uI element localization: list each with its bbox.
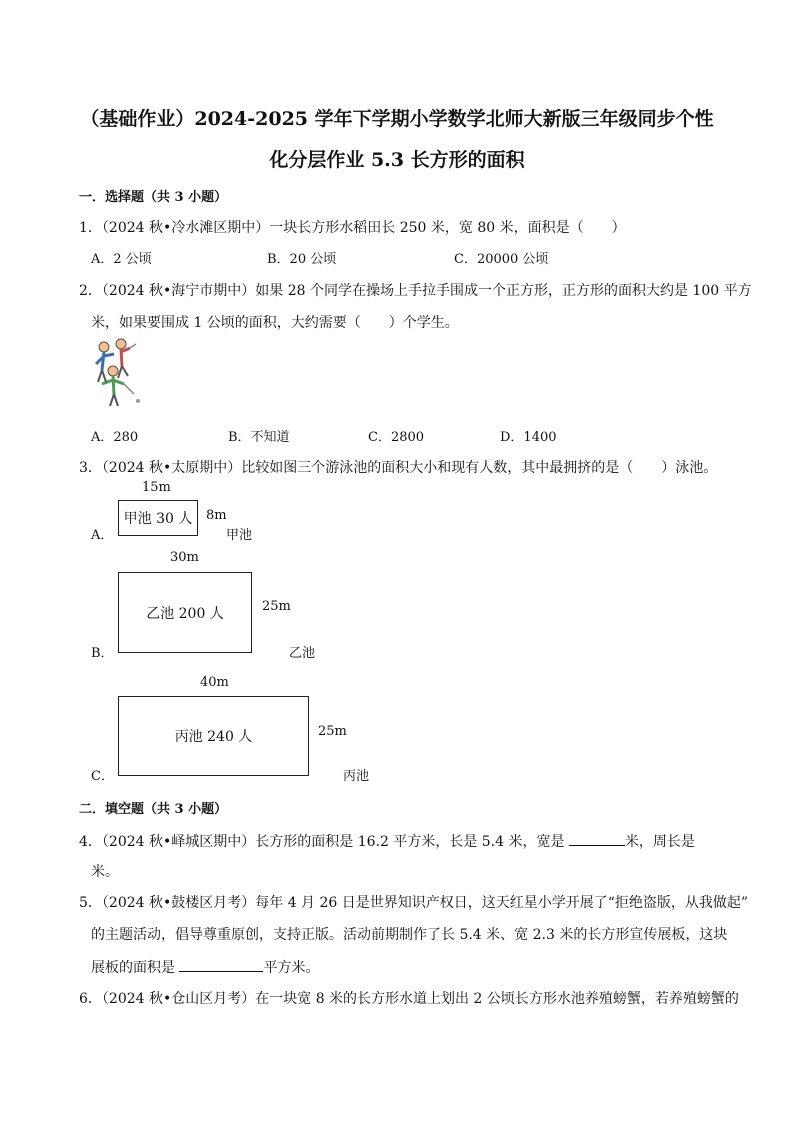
pool-a-rectangle [118,500,198,536]
question-6-line1: 6．（2024 秋•仓山区月考）在一块宽 8 米的长方形水道上划出 2 公顷长方形水池养殖螃蟹，若养殖螃蟹的 [79,991,739,1007]
section-heading-fill: 二．填空题（共 3 小题） [79,802,228,817]
page-title-line2: 化分层作业 5.3 长方形的面积 [269,149,525,171]
q4-text-part1: 4．（2024 秋•峄城区期中）长方形的面积是 16.2 平方米，长是 5.4 米，宽是 [79,834,569,850]
question-5-line1: 5．（2024 秋•鼓楼区月考）每年 4 月 26 日是世界知识产权日，这天红星小学开展了“拒绝盗版，从我做起” [79,895,749,911]
question-5-line3 [91,956,319,977]
q5-text-part2: 平方米。 [263,960,320,976]
q5-answer-blank[interactable] [179,956,263,972]
question-4-line1 [79,830,695,851]
pool-a-caption: 甲池 [226,528,253,543]
pool-c-width-label: 40m [200,675,229,690]
pool-a-width-label: 15m [142,480,171,495]
q4-text-part2: 米，周长是 [624,834,695,850]
q2-option-b: B．不知道 [228,430,290,445]
children-holding-hands-illustration [88,338,144,410]
q2-option-c: C．2800 [368,430,425,445]
pool-c-inside-text: 丙池 240 人 [174,729,253,745]
pool-b-rectangle [118,572,252,653]
pool-a-option-letter: A． [91,528,114,543]
pool-b-width-label: 30m [170,550,199,565]
question-1-text: 1．（2024 秋•冷水滩区期中）一块长方形水稻田长 250 米，宽 80 米，面积是（ ） [79,220,626,236]
q1-option-b: B．20 公顷 [267,252,337,267]
q5-text-part1: 展板的面积是 [91,960,180,976]
question-4-line2: 米。 [91,864,119,880]
pool-b-caption: 乙池 [289,646,316,661]
q4-answer-blank-width[interactable] [569,830,625,846]
pool-b-height-label: 25m [262,599,291,614]
page-title: （基础作业）2024-2025 学年下学期小学数学北师大新版三年级同步个性 [80,108,714,130]
q2-option-a: A．280 [91,430,139,445]
pool-c-option-letter: C． [91,769,114,784]
pool-a-height-label: 8m [206,508,227,523]
q1-option-c: C．20000 公顷 [454,252,549,267]
pool-a-inside-text: 甲池 30 人 [123,511,193,527]
pool-c-rectangle [118,696,309,776]
q2-option-d: D．1400 [500,430,557,445]
pool-c-caption: 丙池 [343,769,370,784]
q1-option-a: A．2 公顷 [91,252,152,267]
question-2-line1: 2．（2024 秋•海宁市期中）如果 28 个同学在操场上手拉手围成一个正方形，正方形的面积大约是 100 平方 [79,283,752,299]
question-2-line2: 米，如果要围成 1 公顷的面积，大约需要（ ）个学生。 [91,315,459,331]
pool-b-inside-text: 乙池 200 人 [146,605,224,622]
pool-b-option-letter: B． [91,646,114,661]
section-heading-choice: 一．选择题（共 3 小题） [79,190,228,205]
question-5-line2: 的主题活动，倡导尊重原创，支持正版。活动前期制作了长 5.4 米、宽 2.3 米的长方形宣传展板，这块 [91,927,728,943]
pool-c-height-label: 25m [318,724,347,739]
question-3-text: 3．（2024 秋•太原期中）比较如图三个游泳池的面积大小和现有人数，其中最拥挤的是（ ）泳池。 [79,460,718,476]
